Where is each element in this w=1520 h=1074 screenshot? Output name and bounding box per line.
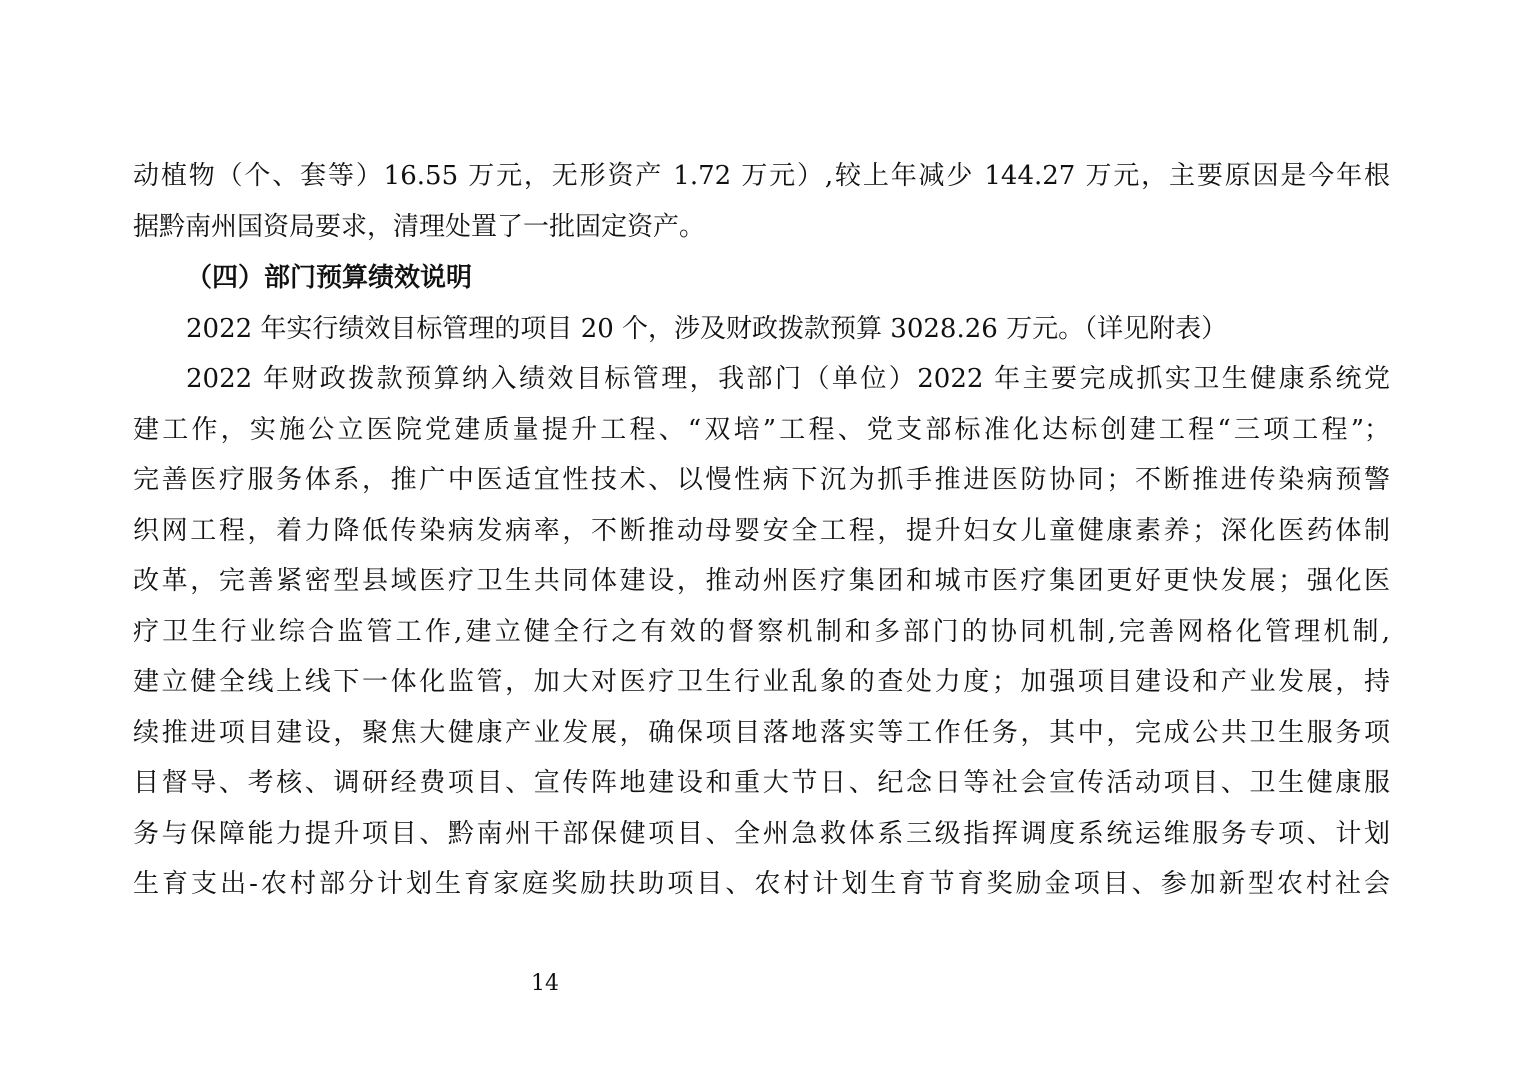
paragraph-line: 目督导、考核、调研经费项目、宣传阵地建设和重大节日、纪念日等社会宣传活动项目、卫生健康服 [133, 768, 1390, 798]
paragraph-line: 建工作，实施公立医院党建质量提升工程、“双培”工程、党支部标准化达标创建工程“三项工程”； [133, 415, 1390, 445]
paragraph-line: 动植物（个、套等）16.55 万元，无形资产 1.72 万元）,较上年减少 144.27 万元，主要原因是今年根 [133, 161, 1390, 191]
paragraph-line: 2022 年财政拨款预算纳入绩效目标管理，我部门（单位）2022 年主要完成抓实卫生健康系统党 [186, 364, 1390, 394]
paragraph-line: 续推进项目建设，聚焦大健康产业发展，确保项目落地落实等工作任务，其中，完成公共卫生服务项 [133, 718, 1390, 748]
paragraph-line: 完善医疗服务体系，推广中医适宜性技术、以慢性病下沉为抓手推进医防协同；不断推进传染病预警 [133, 465, 1390, 495]
paragraph-line: 务与保障能力提升项目、黔南州干部保健项目、全州急救体系三级指挥调度系统运维服务专项、计划 [133, 819, 1390, 849]
paragraph-line: 建立健全线上线下一体化监管，加大对医疗卫生行业乱象的查处力度；加强项目建设和产业发展，持 [133, 667, 1390, 697]
section-heading: （四）部门预算绩效说明 [186, 263, 473, 293]
paragraph-line: 2022 年实行绩效目标管理的项目 20 个，涉及财政拨款预算 3028.26 万元。（详见附表） [186, 314, 1228, 344]
paragraph-line: 改革，完善紧密型县域医疗卫生共同体建设，推动州医疗集团和城市医疗集团更好更快发展；强化医 [133, 566, 1390, 596]
paragraph-line: 生育支出-农村部分计划生育家庭奖励扶助项目、农村计划生育节育奖励金项目、参加新型农村社会 [133, 869, 1390, 899]
paragraph-line: 织网工程，着力降低传染病发病率，不断推动母婴安全工程，提升妇女儿童健康素养；深化医药体制 [133, 516, 1390, 546]
paragraph-line: 疗卫生行业综合监管工作,建立健全行之有效的督察机制和多部门的协同机制,完善网格化管理机制, [133, 617, 1390, 647]
paragraph-line: 据黔南州国资局要求，清理处置了一批固定资产。 [133, 212, 706, 242]
page-number: 14 [531, 971, 559, 996]
